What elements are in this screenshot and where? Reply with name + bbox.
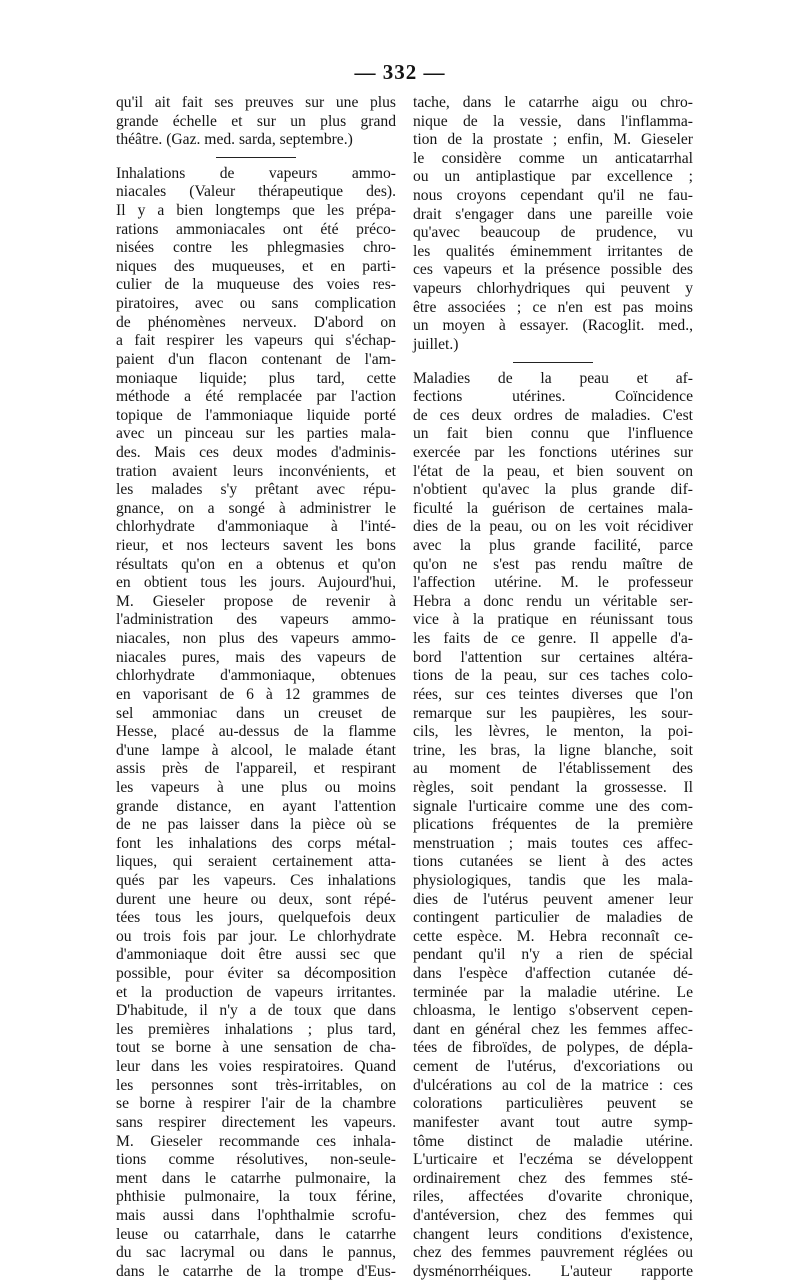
text-line: en vaporisant de 6 à 12 grammes de xyxy=(116,685,396,703)
text-line: font les inhalations des corps métal- xyxy=(116,834,396,852)
text-line: remarque sur les paupières, les sour- xyxy=(413,704,693,722)
text-line: manifester avant tout autre symp- xyxy=(413,1113,693,1131)
text-line: d'antéversion, chez des femmes qui xyxy=(413,1206,693,1224)
text-line: ces vapeurs et la présence possible des xyxy=(413,261,693,279)
text-line: qu'on ne s'est pas rendu maître de xyxy=(413,555,693,573)
text-line: les faits de ce genre. Il appelle d'a- xyxy=(413,630,693,648)
text-line: M. Gieseler propose de revenir à xyxy=(116,592,396,610)
text-line: tache, dans le catarrhe aigu ou chro- xyxy=(413,94,693,111)
text-line: piratoires, avec ou sans complication xyxy=(116,295,396,313)
text-line: tées tous les jours, quelquefois deux xyxy=(116,909,396,927)
text-line: ficulté la guérison de certaines mala- xyxy=(413,499,693,517)
text-line: d'ammoniaque doit être aussi sec que xyxy=(116,946,396,964)
text-line: les malades s'y prêtant avec répu- xyxy=(116,481,396,499)
text-line: drait s'engager dans une pareille voie xyxy=(413,205,693,223)
text-line: les personnes sont très-irritables, on xyxy=(116,1076,396,1094)
text-line: niacales pures, mais des vapeurs de xyxy=(116,648,396,666)
text-line: physiologiques, tandis que les mala- xyxy=(413,871,693,889)
text-line: riles, affectées d'ovarite chronique, xyxy=(413,1188,693,1206)
text-line: liques, qui seraient certainement atta- xyxy=(116,853,396,871)
text-line: mais aussi dans l'ophthalmie scrofu- xyxy=(116,1206,396,1224)
text-line: dant en général chez les femmes affec- xyxy=(413,1020,693,1038)
text-line: Maladies de la peau et af- xyxy=(413,369,693,387)
text-line: règles, soit pendant la grossesse. Il xyxy=(413,778,693,796)
text-line: dans le catarrhe de la trompe d'Eus- xyxy=(116,1262,396,1280)
text-line: d'une lampe à alcool, le malade étant xyxy=(116,741,396,759)
text-line: terminée par la maladie utérine. Le xyxy=(413,983,693,1001)
text-line: fections utérines. Coïncidence xyxy=(413,388,693,406)
text-line: un moyen à essayer. (Racoglit. med., xyxy=(413,317,693,335)
text-line: ment dans le catarrhe pulmonaire, la xyxy=(116,1169,396,1187)
text-line: tions de la peau, sur ces taches colo- xyxy=(413,667,693,685)
text-line: tout se borne à une sensation de cha- xyxy=(116,1039,396,1057)
text-line: résultats qu'on en a obtenus et qu'on xyxy=(116,555,396,573)
text-line: Hebra a donc rendu un véritable ser- xyxy=(413,592,693,610)
text-line: grande échelle et sur un plus grand xyxy=(116,112,396,130)
text-line: niques des muqueuses, et en parti- xyxy=(116,257,396,275)
text-line: n'obtient qu'avec la plus grande dif- xyxy=(413,481,693,499)
text-line: changent leurs conditions d'existence, xyxy=(413,1225,693,1243)
text-line: les premières inhalations ; plus tard, xyxy=(116,1020,396,1038)
text-line: chlorhydrate d'ammoniaque à l'inté- xyxy=(116,518,396,536)
text-line: les vapeurs à une plus ou moins xyxy=(116,778,396,796)
text-line: tion de la prostate ; enfin, M. Gieseler xyxy=(413,131,693,149)
text-line: chez des femmes pauvrement réglées ou xyxy=(413,1244,693,1262)
text-line: tration avaient leurs inconvénients, et xyxy=(116,462,396,480)
text-line: nisées contre les phlegmasies chro- xyxy=(116,239,396,257)
text-line: sel ammoniac dans un creuset de xyxy=(116,704,396,722)
text-line: colorations particulières peuvent se xyxy=(413,1095,693,1113)
text-line: pendant qu'il n'y a rien de spécial xyxy=(413,946,693,964)
text-line: d'ulcérations au col de la matrice : ces xyxy=(413,1076,693,1094)
text-line: être associées ; ce n'en est pas moins xyxy=(413,298,693,316)
text-line: assis près de l'appareil, et respirant xyxy=(116,760,396,778)
text-line: Il y a bien longtemps que les prépa- xyxy=(116,202,396,220)
text-line: bord l'attention sur certaines altéra- xyxy=(413,648,693,666)
text-line: possible, pour éviter sa décomposition xyxy=(116,965,396,983)
page-number: — 332 — xyxy=(354,60,446,84)
text-line: niacales, non plus des vapeurs ammo- xyxy=(116,630,396,648)
text-line: exercée par les fonctions utérines sur xyxy=(413,443,693,461)
text-line: de phénomènes nerveux. D'abord on xyxy=(116,313,396,331)
text-line: gnance, on a songé à administrer le xyxy=(116,499,396,517)
text-line: leuse ou catarrhale, dans le catarrhe xyxy=(116,1225,396,1243)
text-line: et la production de vapeurs irritantes. xyxy=(116,983,396,1001)
text-line: phthisie pulmonaire, la toux férine, xyxy=(116,1188,396,1206)
text-line: dies de l'utérus peuvent amener leur xyxy=(413,890,693,908)
text-line: avec la plus grande facilité, parce xyxy=(413,537,693,555)
text-line: nous croyons cependant qu'il ne fau- xyxy=(413,187,693,205)
text-line: cils, les lèvres, le menton, la poi- xyxy=(413,723,693,741)
text-line: se borne à respirer l'air de la chambre xyxy=(116,1095,396,1113)
text-line: avec un pinceau sur les parties mala- xyxy=(116,425,396,443)
text-line: topique de l'ammoniaque liquide porté xyxy=(116,406,396,424)
text-line: chloasma, le lentigo s'observent cepen- xyxy=(413,1002,693,1020)
text-line: plications fréquentes de la première xyxy=(413,816,693,834)
text-line: moniaque liquide; plus tard, cette xyxy=(116,369,396,387)
text-line: durent une heure ou deux, sont répé- xyxy=(116,890,396,908)
right-text-column xyxy=(413,94,693,1281)
text-line: théâtre. (Gaz. med. sarda, septembre.) xyxy=(116,131,353,149)
text-line: au moment de l'établissement des xyxy=(413,760,693,778)
text-line: rations ammoniacales ont été préco- xyxy=(116,220,396,238)
text-line: l'état de la peau, et bien souvent on xyxy=(413,462,693,480)
text-line: grande distance, en ayant l'attention xyxy=(116,797,396,815)
text-line: ou trois fois par jour. Le chlorhydrate xyxy=(116,927,396,945)
text-line: qu'il ait fait ses preuves sur une plus xyxy=(116,94,396,111)
text-line: tées de fibroïdes, de polypes, de dépla- xyxy=(413,1039,693,1057)
text-line: contingent particulier de maladies de xyxy=(413,909,693,927)
text-line: dies de la peau, ou on les voit récidiver xyxy=(413,518,693,536)
text-line: L'urticaire et l'eczéma se développent xyxy=(413,1151,693,1169)
text-line: sans respirer directement les vapeurs. xyxy=(116,1113,396,1131)
text-line: les qualités éminemment irritantes de xyxy=(413,242,693,260)
text-line: ou un antiplastique par excellence ; xyxy=(413,168,693,186)
text-line: qués par les vapeurs. Ces inhalations xyxy=(116,871,396,889)
section-separator xyxy=(216,157,296,158)
text-line: chlorhydrate d'ammoniaque, obtenues xyxy=(116,667,396,685)
text-line: Hesse, placé au-dessus de la flamme xyxy=(116,723,396,741)
text-line: le considère comme un anticatarrhal xyxy=(413,149,693,167)
text-line: tôme distinct de maladie utérine. xyxy=(413,1132,693,1150)
text-line: un fait bien connu que l'influence xyxy=(413,425,693,443)
text-line: M. Gieseler recommande ces inhala- xyxy=(116,1132,396,1150)
text-line: méthode a été remplacée par l'action xyxy=(116,388,396,406)
text-line: en obtient tous les jours. Aujourd'hui, xyxy=(116,574,396,592)
text-line: l'administration des vapeurs ammo- xyxy=(116,611,396,629)
text-line: rées, sur ces teintes diverses que l'on xyxy=(413,685,693,703)
text-line: tions cutanées se lient à des actes xyxy=(413,853,693,871)
section-separator xyxy=(513,362,593,363)
text-line: ordinairement chez des femmes sté- xyxy=(413,1169,693,1187)
text-line: Inhalations de vapeurs ammo- xyxy=(116,164,396,182)
text-line: a fait respirer les vapeurs qui s'échap- xyxy=(116,332,396,350)
text-line: du sac lacrymal ou dans le pannus, xyxy=(116,1244,396,1262)
text-line: leur dans les voies respiratoires. Quand xyxy=(116,1058,396,1076)
text-line: dans l'espèce d'affection cutanée dé- xyxy=(413,965,693,983)
text-line: D'habitude, il n'y a de toux que dans xyxy=(116,1002,396,1020)
text-line: de ne pas laisser dans la pièce où se xyxy=(116,816,396,834)
text-line: vapeurs chlorhydriques qui peuvent y xyxy=(413,280,693,298)
text-line: menstruation ; mais toutes ces affec- xyxy=(413,834,693,852)
text-line: rieur, et nos lecteurs savent les bons xyxy=(116,537,396,555)
text-line: trine, les bras, la ligne blanche, soit xyxy=(413,741,693,759)
text-line: des. Mais ces deux modes d'adminis- xyxy=(116,443,396,461)
text-line: cette espèce. M. Hebra reconnaît ce- xyxy=(413,927,693,945)
text-line: dysménorrhéiques. L'auteur rapporte xyxy=(413,1262,693,1280)
text-line: vice à la pratique en réunissant tous xyxy=(413,611,693,629)
text-line: qu'avec beaucoup de prudence, vu xyxy=(413,224,693,242)
text-line: culier de la muqueuse des voies res- xyxy=(116,276,396,294)
text-line: tions comme résolutives, non-seule- xyxy=(116,1151,396,1169)
text-line: signale l'urticaire comme une des com- xyxy=(413,797,693,815)
text-line: cement de l'utérus, d'excoriations ou xyxy=(413,1058,693,1076)
left-text-column xyxy=(116,94,396,1281)
text-line: de ces deux ordres de maladies. C'est xyxy=(413,406,693,424)
text-line: niacales (Valeur thérapeutique des). xyxy=(116,183,396,201)
text-line: juillet.) xyxy=(413,335,459,353)
text-line: l'affection utérine. M. le professeur xyxy=(413,574,693,592)
text-line: paient d'un flacon contenant de l'am- xyxy=(116,350,396,368)
text-line: nique de la vessie, dans l'inflamma- xyxy=(413,112,693,130)
